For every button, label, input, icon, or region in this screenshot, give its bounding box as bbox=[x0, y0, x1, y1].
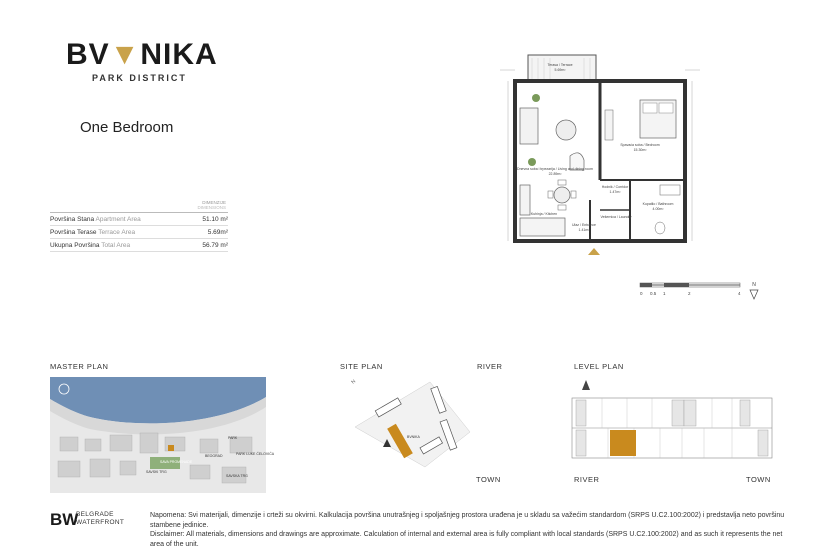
bathroom-label: Kupatilo / Bathroom bbox=[642, 202, 674, 206]
site-plan-map bbox=[335, 372, 475, 472]
north-arrow-icon bbox=[750, 290, 758, 299]
selected-unit-highlight bbox=[610, 430, 636, 456]
site-building-label: BVNIKA bbox=[407, 435, 420, 439]
scale-tick: 2 bbox=[688, 291, 691, 296]
row-value: 51.10 m² bbox=[202, 215, 228, 223]
wardrobe bbox=[605, 110, 613, 140]
scale-tick: 1 bbox=[663, 291, 666, 296]
row-label-en: Total Area bbox=[101, 241, 131, 249]
note-sr: Napomena: Svi materijali, dimenzije i crteži su okvirni. Kalkulacija površina unutrašnjeg i spoljašnjeg prostora urađena je u skladu sa važećim standardom (SRPS U.C2.100:2002) i predstavlja neto površinu stambene jedinice. bbox=[150, 512, 785, 529]
entrance-area: 1.41m² bbox=[578, 228, 590, 232]
plant-icon bbox=[532, 94, 540, 102]
row-label-sr: Površina Stana bbox=[50, 215, 95, 223]
row-label-en: Terrace Area bbox=[98, 228, 136, 236]
row-label-en: Apartment Area bbox=[95, 215, 141, 223]
scale-bar bbox=[638, 282, 758, 302]
entrance-label: Ulaz / Entrance bbox=[572, 223, 596, 227]
footer-disclaimer bbox=[150, 511, 790, 549]
corridor-label: Hodnik / Corridor bbox=[601, 185, 629, 189]
site-plan-town: TOWN bbox=[476, 475, 501, 484]
kitchen-label: Kuhinja / Kitchen bbox=[530, 212, 558, 216]
site-plan-title: SITE PLAN bbox=[340, 362, 383, 371]
row-value: 56.79 m² bbox=[202, 241, 228, 249]
map-label: PARK LUKE ĆELOVIĆA bbox=[236, 452, 275, 456]
row-label-sr: Površina Terase bbox=[50, 228, 97, 236]
logo-text-right: NIKA bbox=[140, 38, 218, 71]
laundry-label: Vešernica / Laundry bbox=[600, 215, 632, 219]
level-plan-river: RIVER bbox=[574, 475, 600, 484]
floor-plan bbox=[500, 50, 700, 260]
unit-title: One Bedroom bbox=[80, 119, 174, 136]
site-plan-river: RIVER bbox=[477, 362, 503, 371]
scale-tick: 0 bbox=[640, 291, 643, 296]
header-sr: DIMENZIJE bbox=[202, 200, 226, 205]
row-value: 5.69m² bbox=[207, 228, 228, 236]
table-row bbox=[50, 239, 228, 252]
north-label: N bbox=[752, 282, 756, 288]
terrace-label: Terasa / Terrace bbox=[547, 63, 573, 67]
scale-tick: 4 bbox=[738, 291, 741, 296]
toilet bbox=[655, 222, 665, 234]
north-arrow-icon bbox=[582, 380, 590, 390]
map-label: SAVSKI TRG bbox=[146, 470, 167, 474]
map-label: SAVA PROMENADE bbox=[160, 460, 193, 464]
master-plan-map bbox=[50, 377, 275, 493]
corridor-area: 1.47m² bbox=[609, 190, 621, 194]
logo-subtitle: PARK DISTRICT bbox=[92, 73, 187, 83]
logo-text-left: BV bbox=[66, 38, 110, 71]
coffee-table bbox=[556, 120, 576, 140]
bathtub bbox=[660, 185, 680, 195]
bw-line2: WATERFRONT bbox=[76, 519, 125, 526]
living-label: Dnevna soba i trpezarija / Living and dining room bbox=[517, 167, 593, 171]
area-table bbox=[50, 200, 228, 252]
sofa bbox=[520, 108, 538, 144]
level-plan bbox=[572, 378, 772, 468]
level-plan-town: TOWN bbox=[746, 475, 771, 484]
bedroom-area: 15.30m² bbox=[633, 148, 647, 152]
bw-logo: BW bbox=[50, 510, 79, 529]
row-label-sr: Ukupna Površina bbox=[50, 241, 100, 249]
table-row bbox=[50, 226, 228, 239]
note-en: Disclaimer: All materials, dimensions and drawings are approximate. Calculation of internal and external area is fully compliant with local standards (SRPS U.C2.100:2002) and as such it represents the net area of the unit. bbox=[150, 531, 783, 548]
map-label: SAVSKA TRG bbox=[226, 474, 248, 478]
scale-tick: 0.5 bbox=[650, 291, 657, 296]
living-area: 22.89m² bbox=[548, 172, 562, 176]
plant-icon bbox=[528, 158, 536, 166]
bw-line1: BELGRADE bbox=[76, 511, 114, 518]
bw-logo-text bbox=[76, 511, 124, 527]
bvnika-location-marker bbox=[168, 445, 174, 451]
master-plan-title: MASTER PLAN bbox=[50, 362, 109, 371]
terrace-area: 5.69m² bbox=[554, 68, 566, 72]
area-table-header bbox=[50, 200, 228, 213]
header-en: DIMENSIONS bbox=[197, 205, 226, 210]
logo-chevron-icon: ▼ bbox=[109, 38, 141, 71]
bvnika-logo bbox=[66, 38, 218, 72]
map-label: BEOGRAD bbox=[205, 454, 223, 458]
north-label: N bbox=[350, 378, 358, 386]
bathroom-area: 4.00m² bbox=[652, 207, 664, 211]
bedroom-label: Spavaća soba / Bedroom bbox=[620, 143, 660, 147]
level-plan-title: LEVEL PLAN bbox=[574, 362, 624, 371]
kitchen-counter bbox=[520, 218, 565, 236]
dining-table bbox=[554, 187, 570, 203]
map-label: PARK bbox=[228, 436, 238, 440]
table-row bbox=[50, 213, 228, 226]
